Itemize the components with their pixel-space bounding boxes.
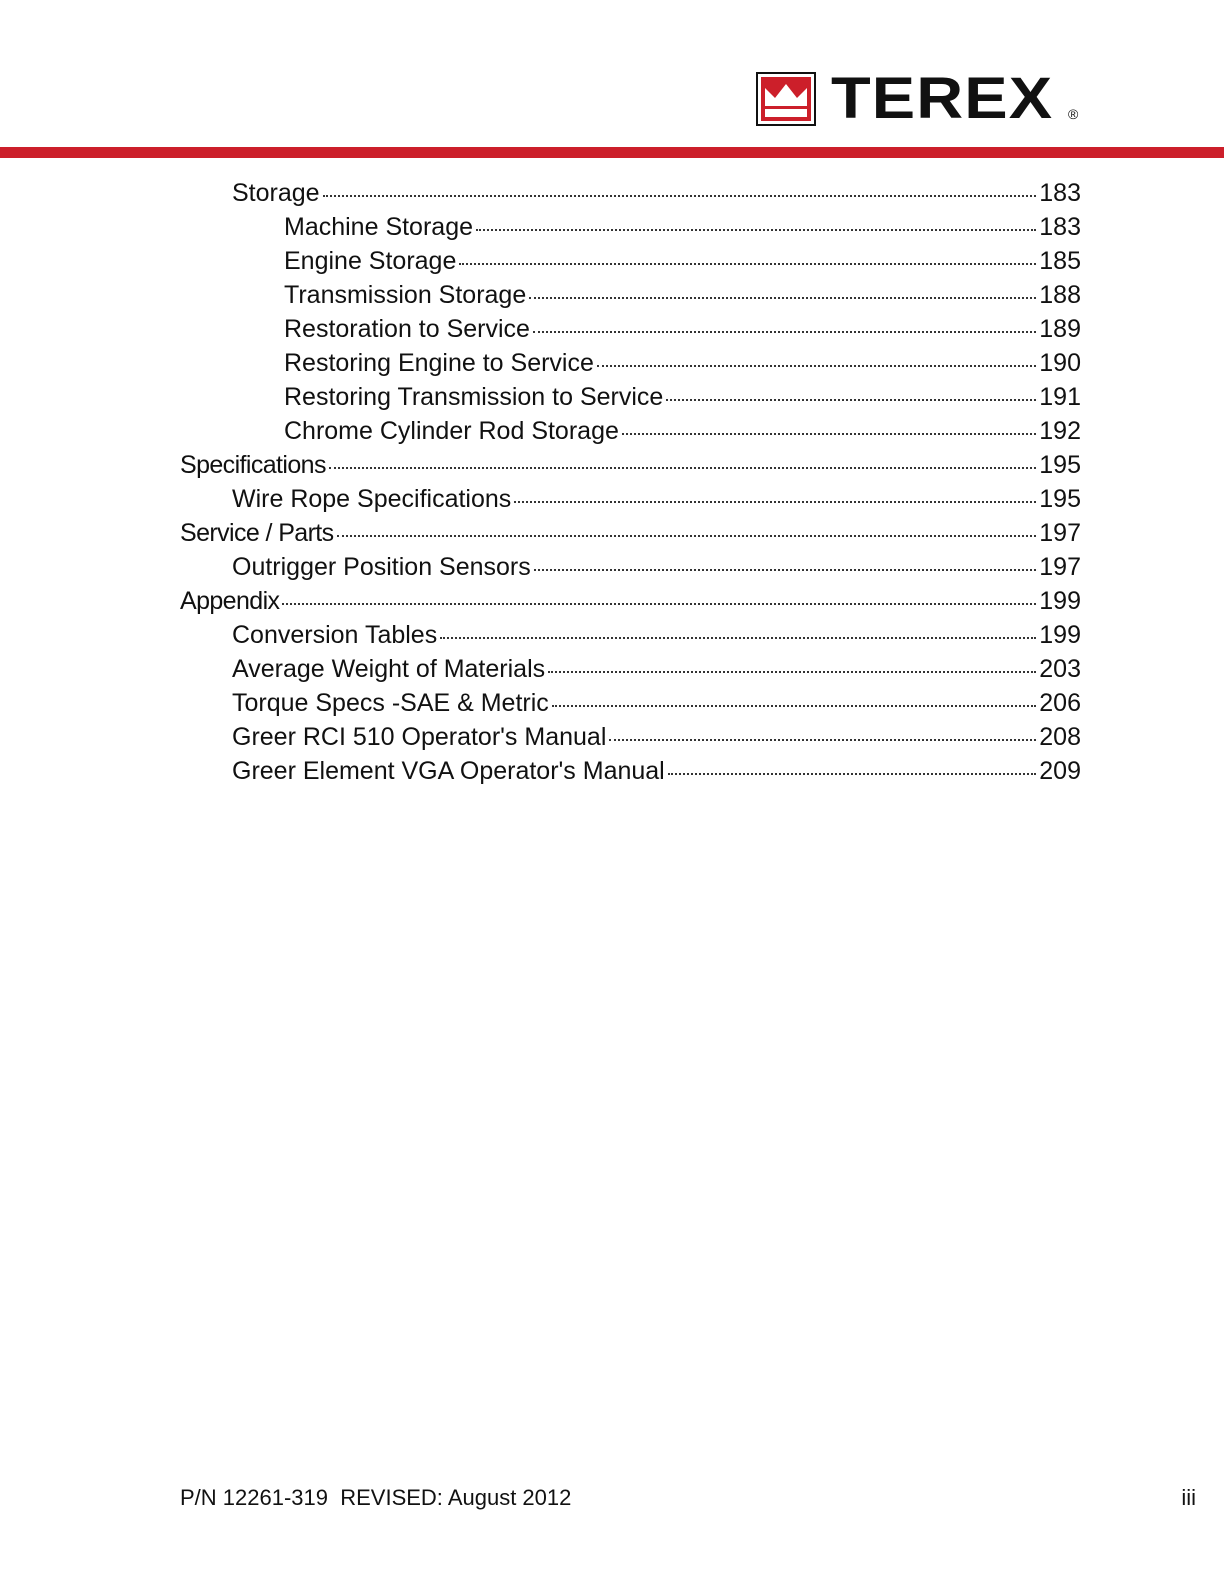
- registered-mark: ®: [1068, 106, 1079, 122]
- toc-entry-page[interactable]: 189: [1039, 315, 1081, 343]
- toc-dot-leader: [459, 263, 1036, 265]
- toc-entry-title[interactable]: Engine Storage: [284, 247, 457, 275]
- toc-entry-page[interactable]: 209: [1039, 757, 1081, 785]
- toc-entry-page[interactable]: 206: [1039, 689, 1081, 717]
- toc-dot-leader: [597, 365, 1036, 367]
- toc-entry-title[interactable]: Machine Storage: [284, 213, 474, 241]
- toc-entry-page[interactable]: 191: [1039, 383, 1081, 411]
- toc-entry-title[interactable]: Wire Rope Specifications: [232, 485, 512, 513]
- toc-entry-title[interactable]: Conversion Tables: [232, 621, 438, 649]
- toc-entry[interactable]: [180, 584, 1081, 618]
- toc-entry-title[interactable]: Restoration to Service: [284, 315, 530, 343]
- footer-part-number: P/N 12261-319 REVISED: August 2012: [180, 1485, 572, 1510]
- toc-dot-leader: [622, 433, 1036, 435]
- toc-entry-page[interactable]: 197: [1039, 519, 1081, 547]
- toc-entry[interactable]: [180, 754, 1081, 788]
- toc-entry[interactable]: [180, 210, 1081, 244]
- toc-entry-title[interactable]: Outrigger Position Sensors: [232, 553, 531, 581]
- toc-entry-page[interactable]: 199: [1039, 587, 1081, 615]
- toc-dot-leader: [533, 331, 1036, 333]
- toc-entry[interactable]: [180, 380, 1081, 414]
- page-header: [0, 0, 1224, 160]
- toc-entry-title[interactable]: Restoring Engine to Service: [284, 349, 594, 377]
- toc-entry-title[interactable]: Average Weight of Materials: [232, 655, 546, 683]
- toc-entry-page[interactable]: 195: [1039, 485, 1081, 513]
- toc-dot-leader: [514, 501, 1036, 503]
- table-of-contents: [180, 176, 1081, 788]
- toc-entry[interactable]: [180, 720, 1081, 754]
- toc-entry[interactable]: [180, 618, 1081, 652]
- header-red-rule: [0, 147, 1224, 158]
- toc-entry-title[interactable]: Appendix: [180, 587, 280, 615]
- toc-entry-page[interactable]: 203: [1039, 655, 1081, 683]
- toc-entry-page[interactable]: 185: [1039, 247, 1081, 275]
- toc-entry-title[interactable]: Restoring Transmission to Service: [284, 383, 664, 411]
- toc-dot-leader: [440, 637, 1036, 639]
- toc-entry-page[interactable]: 197: [1039, 553, 1081, 581]
- toc-dot-leader: [552, 705, 1036, 707]
- toc-dot-leader: [668, 773, 1037, 775]
- toc-entry-page[interactable]: 183: [1039, 213, 1081, 241]
- toc-dot-leader: [329, 467, 1036, 469]
- toc-entry-title[interactable]: Chrome Cylinder Rod Storage: [284, 417, 619, 445]
- toc-entry-page[interactable]: 199: [1039, 621, 1081, 649]
- toc-entry[interactable]: [180, 448, 1081, 482]
- toc-entry[interactable]: [180, 414, 1081, 448]
- toc-entry[interactable]: [180, 686, 1081, 720]
- toc-entry-page[interactable]: 195: [1039, 451, 1081, 479]
- toc-entry-title[interactable]: Torque Specs -SAE & Metric: [232, 689, 549, 717]
- toc-dot-leader: [337, 535, 1037, 537]
- terex-logo: [756, 66, 1079, 131]
- toc-entry[interactable]: [180, 278, 1081, 312]
- brand-wordmark: TEREX: [831, 66, 1054, 131]
- toc-entry-title[interactable]: Service / Parts: [180, 519, 334, 547]
- toc-entry-title[interactable]: Transmission Storage: [284, 281, 527, 309]
- toc-dot-leader: [529, 297, 1036, 299]
- toc-entry[interactable]: [180, 312, 1081, 346]
- toc-entry-page[interactable]: 183: [1039, 179, 1081, 207]
- toc-entry[interactable]: [180, 550, 1081, 584]
- toc-entry[interactable]: [180, 176, 1081, 210]
- toc-dot-leader: [282, 603, 1036, 605]
- toc-entry-title[interactable]: Greer Element VGA Operator's Manual: [232, 757, 665, 785]
- toc-entry-page[interactable]: 188: [1039, 281, 1081, 309]
- toc-dot-leader: [666, 399, 1036, 401]
- toc-entry[interactable]: [180, 516, 1081, 550]
- toc-entry-page[interactable]: 190: [1039, 349, 1081, 377]
- toc-entry-page[interactable]: 208: [1039, 723, 1081, 751]
- toc-entry[interactable]: [180, 652, 1081, 686]
- toc-entry-title[interactable]: Specifications: [180, 451, 326, 479]
- toc-dot-leader: [548, 671, 1036, 673]
- toc-entry[interactable]: [180, 244, 1081, 278]
- toc-dot-leader: [323, 195, 1037, 197]
- toc-dot-leader: [609, 739, 1036, 741]
- toc-entry[interactable]: [180, 346, 1081, 380]
- toc-entry[interactable]: [180, 482, 1081, 516]
- toc-entry-page[interactable]: 192: [1039, 417, 1081, 445]
- terex-crown-logo-icon: [756, 72, 816, 126]
- footer-page-number: iii: [1181, 1485, 1196, 1510]
- toc-entry-title[interactable]: Storage: [232, 179, 320, 207]
- toc-dot-leader: [534, 569, 1037, 571]
- toc-dot-leader: [476, 229, 1036, 231]
- toc-entry-title[interactable]: Greer RCI 510 Operator's Manual: [232, 723, 607, 751]
